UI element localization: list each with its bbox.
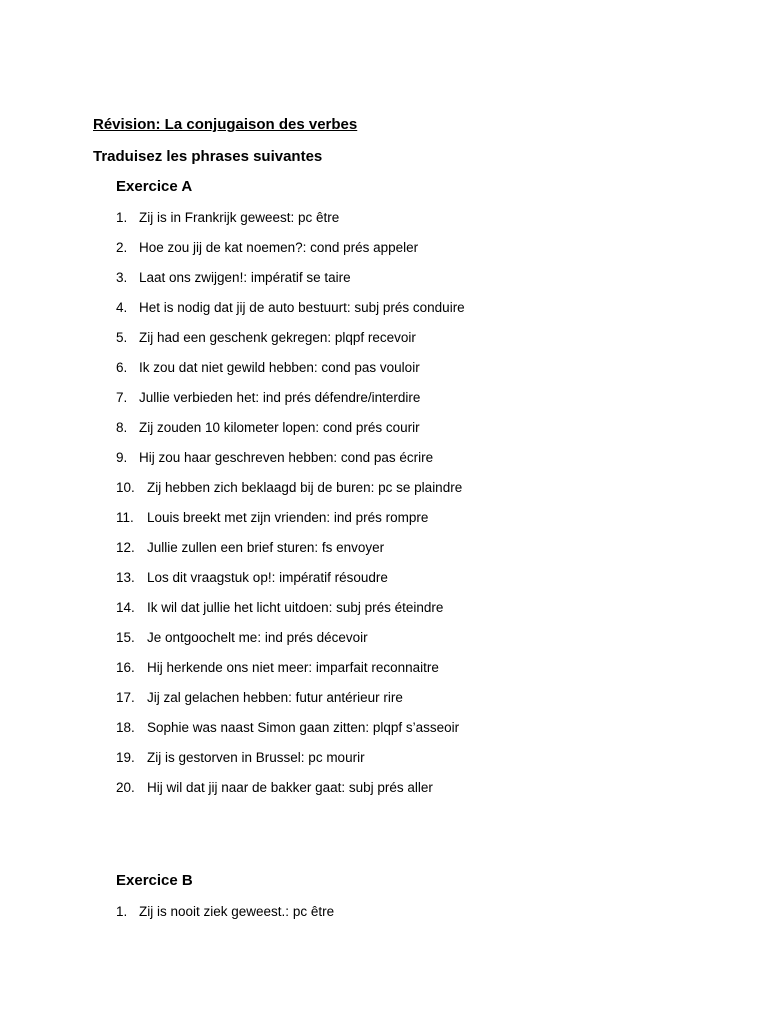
exercise-a-item xyxy=(116,329,416,347)
document-subtitle: Traduisez les phrases suivantes xyxy=(93,148,323,165)
exercise-a-heading: Exercice A xyxy=(116,178,193,195)
item-text: Jullie verbieden het: ind prés défendre/interdire xyxy=(139,390,421,405)
item-text: Sophie was naast Simon gaan zitten: plqpf s’asseoir xyxy=(147,720,460,735)
item-number: 8. xyxy=(116,420,128,435)
exercise-a-item xyxy=(116,779,433,797)
item-text: Hij zou haar geschreven hebben: cond pas écrire xyxy=(139,450,434,465)
exercise-a-item xyxy=(116,269,351,287)
item-number: 1. xyxy=(116,210,128,225)
exercise-a-item xyxy=(116,719,459,737)
item-number: 16. xyxy=(116,660,135,675)
item-text: Zij hebben zich beklaagd bij de buren: pc se plaindre xyxy=(147,480,463,495)
item-text: Louis breekt met zijn vrienden: ind prés rompre xyxy=(147,510,429,525)
exercise-a-item xyxy=(116,689,403,707)
item-text: Hij herkende ons niet meer: imparfait reconnaitre xyxy=(147,660,439,675)
item-text: Ik zou dat niet gewild hebben: cond pas vouloir xyxy=(139,360,420,375)
item-text: Zij is gestorven in Brussel: pc mourir xyxy=(147,750,365,765)
exercise-a-item xyxy=(116,239,418,257)
item-number: 10. xyxy=(116,480,135,495)
item-number: 5. xyxy=(116,330,128,345)
item-text: Ik wil dat jullie het licht uitdoen: subj prés éteindre xyxy=(147,600,444,615)
item-text: Zij zouden 10 kilometer lopen: cond prés courir xyxy=(139,420,420,435)
item-number: 11. xyxy=(116,510,134,525)
exercise-a-item xyxy=(116,209,339,227)
item-number: 15. xyxy=(116,630,135,645)
exercise-a-item xyxy=(116,749,365,767)
exercise-a-item xyxy=(116,599,443,617)
item-text: Hij wil dat jij naar de bakker gaat: subj prés aller xyxy=(147,780,433,795)
item-text: Zij is nooit ziek geweest.: pc être xyxy=(139,904,335,919)
item-text: Zij had een geschenk gekregen: plqpf recevoir xyxy=(139,330,416,345)
item-text: Het is nodig dat jij de auto bestuurt: subj prés conduire xyxy=(139,300,465,315)
exercise-a-item xyxy=(116,479,462,497)
document-title: Révision: La conjugaison des verbes xyxy=(93,116,358,133)
item-number: 17. xyxy=(116,690,135,705)
item-text: Jij zal gelachen hebben: futur antérieur rire xyxy=(147,690,403,705)
item-number: 4. xyxy=(116,300,128,315)
item-number: 20. xyxy=(116,780,135,795)
item-number: 3. xyxy=(116,270,128,285)
item-number: 19. xyxy=(116,750,135,765)
exercise-a-item xyxy=(116,389,420,407)
item-number: 1. xyxy=(116,904,128,919)
item-number: 14. xyxy=(116,600,135,615)
exercise-a-item xyxy=(116,299,465,317)
exercise-a-item xyxy=(116,419,420,437)
item-text: Je ontgoochelt me: ind prés décevoir xyxy=(147,630,368,645)
item-number: 13. xyxy=(116,570,135,585)
exercise-b-heading: Exercice B xyxy=(116,872,193,889)
exercise-a-item xyxy=(116,509,428,527)
item-number: 18. xyxy=(116,720,135,735)
item-text: Laat ons zwijgen!: impératif se taire xyxy=(139,270,351,285)
item-number: 12. xyxy=(116,540,135,555)
exercise-b-item xyxy=(116,903,334,921)
exercise-a-item xyxy=(116,539,384,557)
item-text: Hoe zou jij de kat noemen?: cond prés appeler xyxy=(139,240,419,255)
item-number: 2. xyxy=(116,240,128,255)
item-text: Jullie zullen een brief sturen: fs envoyer xyxy=(147,540,385,555)
exercise-a-item xyxy=(116,629,368,647)
exercise-a-item xyxy=(116,449,433,467)
item-text: Los dit vraagstuk op!: impératif résoudre xyxy=(147,570,388,585)
item-text: Zij is in Frankrijk geweest: pc être xyxy=(139,210,340,225)
exercise-a-item xyxy=(116,359,420,377)
exercise-a-item xyxy=(116,569,388,587)
item-number: 6. xyxy=(116,360,128,375)
item-number: 7. xyxy=(116,390,128,405)
exercise-a-item xyxy=(116,659,439,677)
item-number: 9. xyxy=(116,450,128,465)
